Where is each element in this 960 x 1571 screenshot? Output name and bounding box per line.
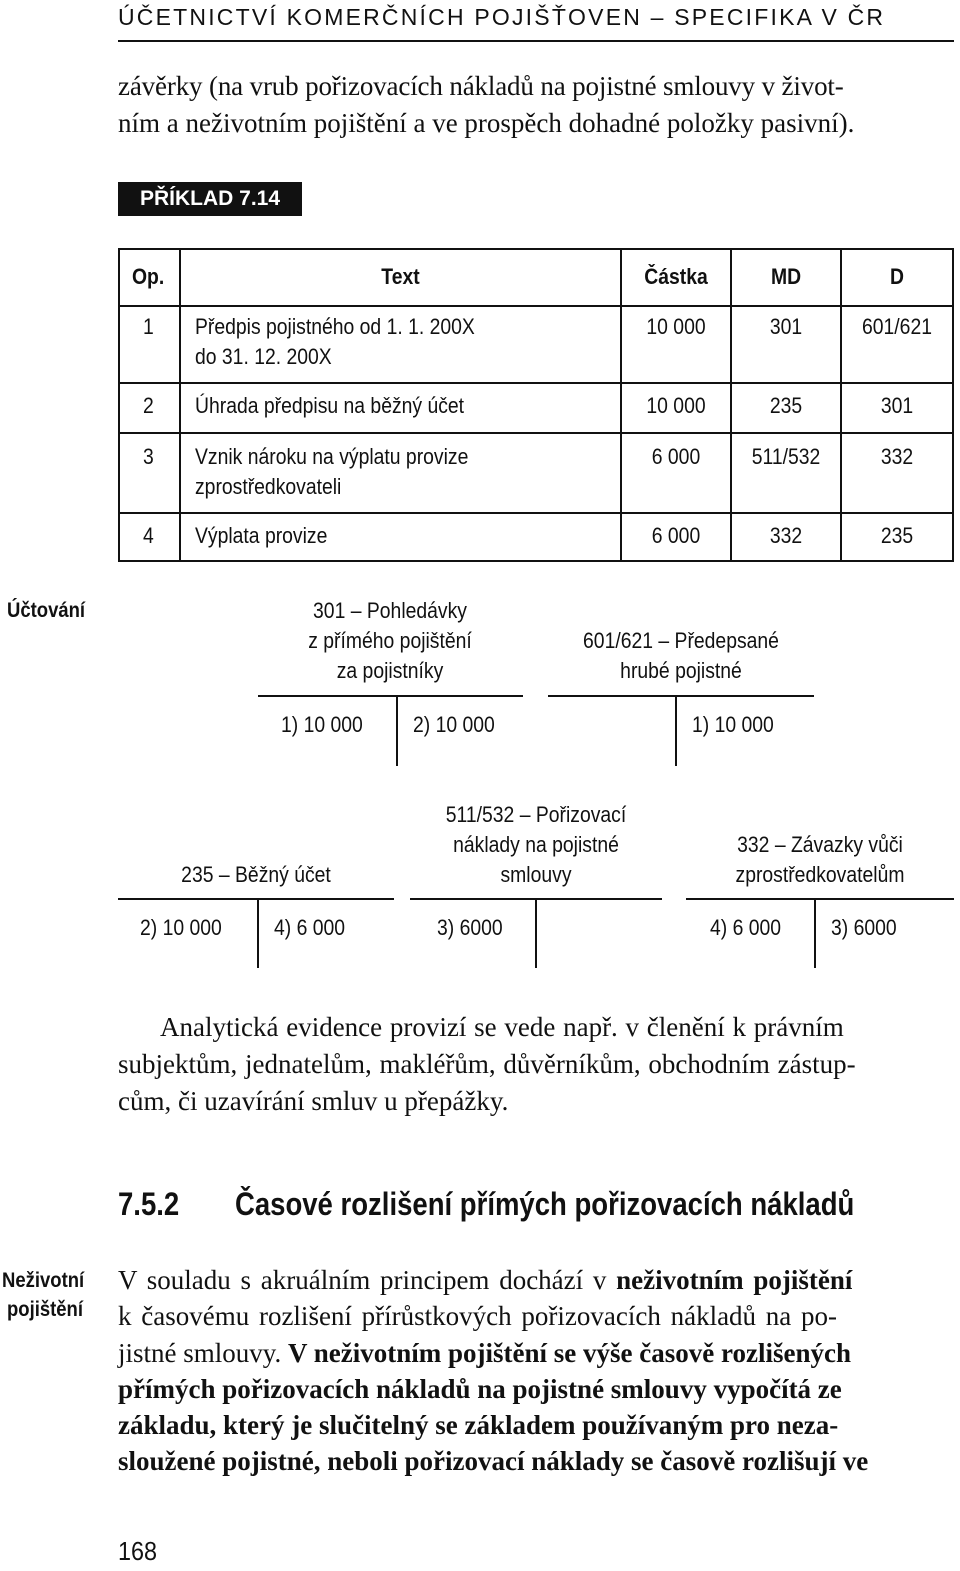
column-divider xyxy=(620,248,622,562)
page-number: 168 xyxy=(118,1536,158,1566)
table-cell-op: 2 xyxy=(143,393,154,418)
section-paragraph xyxy=(118,1262,954,1480)
table-border-bottom xyxy=(118,560,954,562)
text-line xyxy=(118,1262,954,1298)
t-account-title: 332 – Závazky vůči xyxy=(737,832,903,857)
table-cell-md: 511/532 xyxy=(751,444,821,469)
margin-label-accounting: Účtování xyxy=(7,599,86,622)
t-account-stem xyxy=(814,898,816,968)
table-cell-md: 301 xyxy=(769,314,803,339)
text-run: V souladu s akruálním principem dochází v xyxy=(118,1265,617,1295)
t-account-credit: 4) 6 000 xyxy=(274,915,346,940)
text-line: Analytická evidence provizí se vede např. v členění k právním xyxy=(160,1012,844,1042)
t-account-bar xyxy=(258,695,523,697)
table-cell-amount: 6 000 xyxy=(651,444,701,469)
table-border-top xyxy=(118,248,954,250)
table-cell-op: 4 xyxy=(143,523,154,548)
table-cell-text: zprostředkovateli xyxy=(195,474,342,499)
table-cell-d: 235 xyxy=(880,523,914,548)
t-account-credit: 1) 10 000 xyxy=(692,712,774,737)
row-divider xyxy=(118,305,954,307)
text-line: k časovému rozlišení přírůstkových pořizovacích nákladů na po- xyxy=(118,1301,838,1332)
t-account-title: zprostředkovatelům xyxy=(735,862,905,887)
text-line xyxy=(118,1335,954,1371)
text-run: jistné smlouvy. xyxy=(118,1337,289,1368)
text-line: přímých pořizovacích nákladů na pojistné smlouvy vypočítá ze xyxy=(118,1373,842,1404)
table-cell-op: 1 xyxy=(143,314,154,339)
running-header: ÚČETNICTVÍ KOMERČNÍCH POJIŠŤOVEN – SPECIFIKA V ČR xyxy=(118,4,886,30)
t-account-credit: 2) 10 000 xyxy=(413,712,495,737)
table-cell-op: 3 xyxy=(143,444,154,469)
t-account-bar xyxy=(548,695,814,697)
table-cell-d: 601/621 xyxy=(862,314,932,339)
column-header-op: Op. xyxy=(132,264,165,289)
t-account-debit: 3) 6000 xyxy=(437,915,503,940)
table-cell-md: 332 xyxy=(769,523,803,548)
column-header-amount: Částka xyxy=(644,264,708,289)
t-account-title: 301 – Pohledávky xyxy=(313,598,467,623)
column-header-d: D xyxy=(890,264,904,289)
entry-table xyxy=(118,248,954,562)
column-divider xyxy=(179,248,181,562)
table-cell-text: Vznik nároku na výplatu provize xyxy=(195,444,469,469)
row-divider xyxy=(118,432,954,434)
t-account-title: náklady na pojistné xyxy=(453,832,619,857)
t-account-stem xyxy=(535,898,537,968)
table-cell-d: 301 xyxy=(880,393,914,418)
t-account-stem xyxy=(396,695,398,766)
t-account-title: 511/532 – Pořizovací xyxy=(445,802,627,827)
t-account-credit: 3) 6000 xyxy=(831,915,897,940)
table-cell-text: do 31. 12. 200X xyxy=(195,344,332,369)
margin-label-nonlife: pojištění xyxy=(7,1298,83,1321)
text-line: závěrky (na vrub pořizovacích nákladů na pojistné smlouvy v život- xyxy=(118,71,844,101)
header-rule xyxy=(118,40,954,42)
example-badge: PŘÍKLAD 7.14 xyxy=(118,182,302,216)
t-account-debit: 2) 10 000 xyxy=(140,915,222,940)
column-header-text: Text xyxy=(381,264,420,289)
t-account-stem xyxy=(675,695,677,766)
row-divider xyxy=(118,512,954,514)
section-title: Časové rozlišení přímých pořizovacích nákladů xyxy=(234,1186,855,1222)
t-account-bar xyxy=(686,898,954,900)
t-account-title: hrubé pojistné xyxy=(620,658,742,683)
t-account-title: za pojistníky xyxy=(336,658,444,683)
row-divider xyxy=(118,382,954,384)
text-run-bold: V neživotním pojištění se výše časově rozlišených xyxy=(288,1337,851,1368)
intro-paragraph xyxy=(118,68,954,142)
table-cell-amount: 10 000 xyxy=(646,314,706,339)
table-cell-amount: 6 000 xyxy=(651,523,701,548)
table-cell-text: Úhrada předpisu na běžný účet xyxy=(195,393,465,418)
text-line: ním a neživotním pojištění a ve prospěch dohadné položky pasivní). xyxy=(118,108,855,138)
column-divider xyxy=(730,248,732,562)
t-account-title: 601/621 – Předepsané xyxy=(583,628,779,653)
text-line: cům, či uzavírání smluv u přepážky. xyxy=(118,1086,509,1116)
text-line: subjektům, jednatelům, makléřům, důvěrníkům, obchodním zástup- xyxy=(118,1049,856,1079)
text-run-bold: neživotním pojištění xyxy=(616,1265,853,1295)
t-account-title: smlouvy xyxy=(500,862,572,887)
t-account-title: z přímého pojištění xyxy=(308,628,472,653)
section-number: 7.5.2 xyxy=(118,1186,180,1222)
margin-label-nonlife: Neživotní xyxy=(2,1269,85,1292)
table-cell-d: 332 xyxy=(880,444,914,469)
t-account-bar xyxy=(118,898,394,900)
column-divider xyxy=(840,248,842,562)
table-border-right xyxy=(952,248,954,562)
text-line: sloužené pojistné, neboli pořizovací náklady se časově rozlišují ve xyxy=(118,1446,869,1477)
text-line: základu, který je slučitelný se základem používaným pro neza- xyxy=(118,1410,839,1441)
section-heading xyxy=(118,1186,854,1223)
table-border-left xyxy=(118,248,120,562)
column-header-md: MD xyxy=(770,264,802,289)
t-account-title: 235 – Běžný účet xyxy=(181,862,331,887)
table-cell-md: 235 xyxy=(769,393,803,418)
t-account-debit: 1) 10 000 xyxy=(281,712,363,737)
analytics-paragraph xyxy=(118,1009,954,1120)
table-cell-text: Výplata provize xyxy=(195,523,328,548)
t-account-debit: 4) 6 000 xyxy=(710,915,782,940)
table-cell-text: Předpis pojistného od 1. 1. 200X xyxy=(195,314,475,339)
t-account-stem xyxy=(257,898,259,968)
table-cell-amount: 10 000 xyxy=(646,393,706,418)
